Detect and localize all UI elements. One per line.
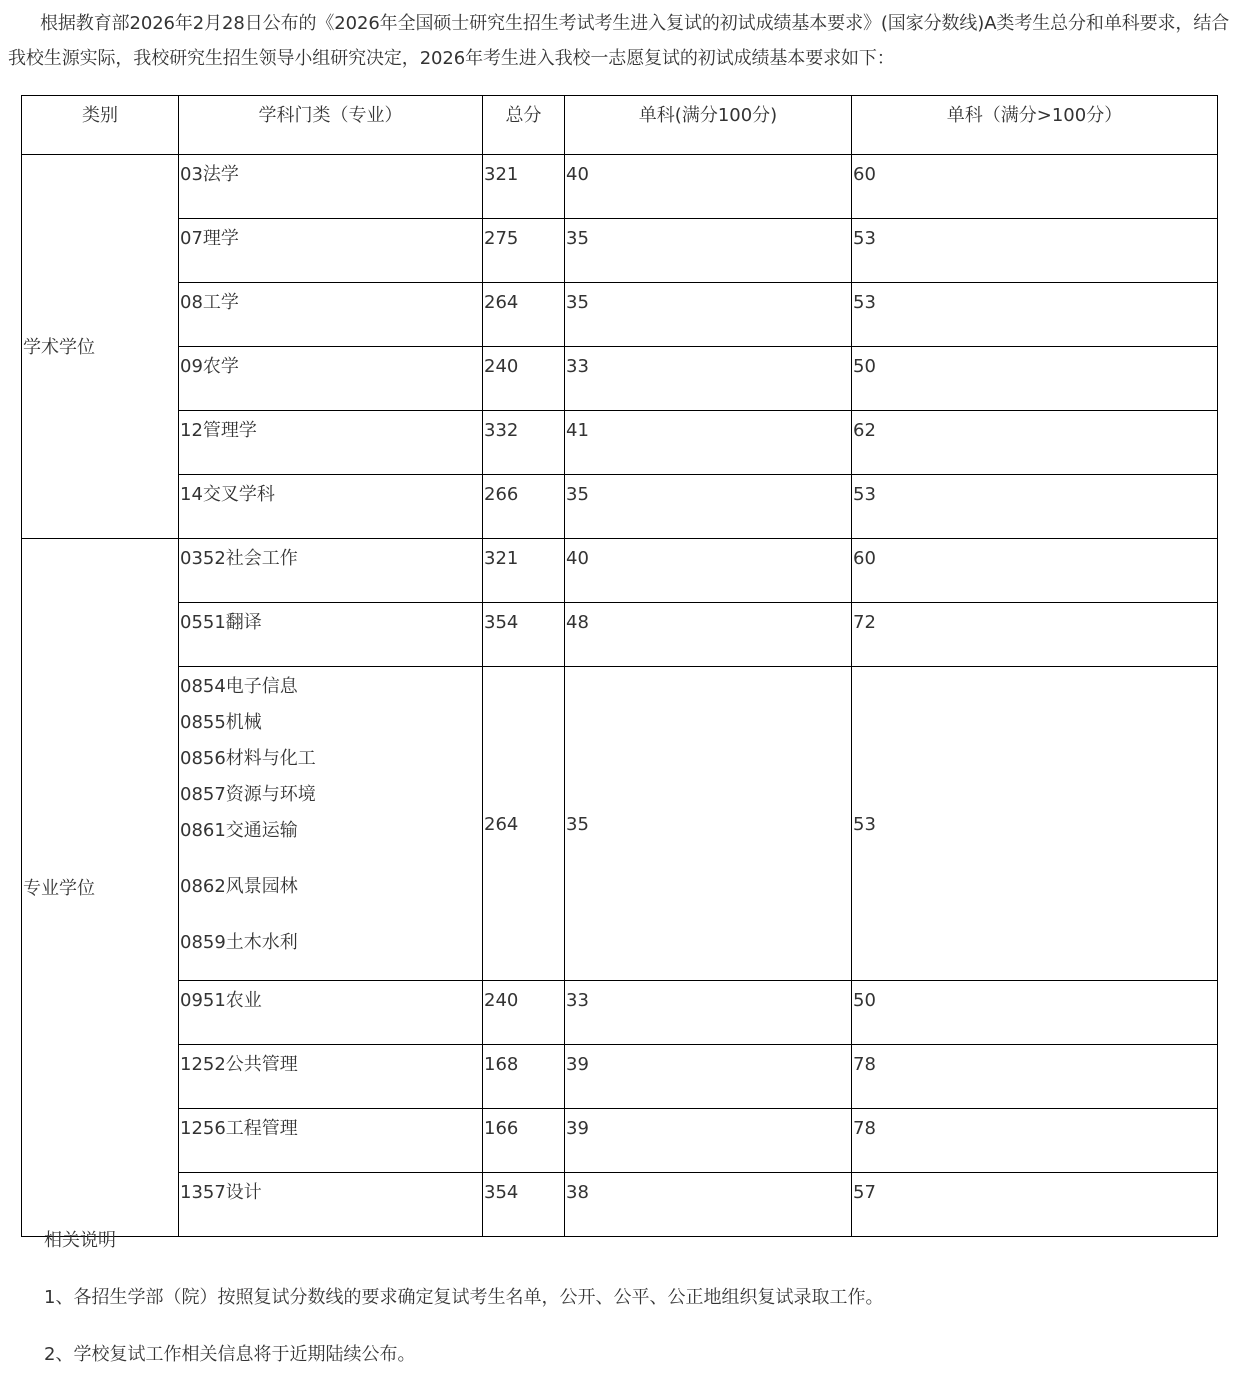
major-line: 0856材料与化工	[180, 748, 316, 769]
major-cell: 0551翻译	[179, 603, 483, 667]
single-over-100-cell: 50	[852, 981, 1218, 1045]
major-cell: 1357设计	[179, 1173, 483, 1237]
single-over-100-cell: 72	[852, 603, 1218, 667]
intro-paragraph: 根据教育部2026年2月28日公布的《2026年全国硕士研究生招生考试考生进入复试的初试成绩基本要求》(国家分数线)A类考生总分和单科要求，结合我校生源实际，我校研究生招生领导小组研究决定，2026年考生进入我校一志愿复试的初试成绩基本要求如下：	[8, 13, 1230, 69]
major-cell: 0951农业	[179, 981, 483, 1045]
single-over-100-cell: 78	[852, 1045, 1218, 1109]
single-100-cell: 33	[565, 981, 852, 1045]
total-cell: 332	[483, 411, 565, 475]
table-row	[22, 411, 1218, 475]
single-100-cell: 38	[565, 1173, 852, 1237]
major-cell: 08工学	[179, 283, 483, 347]
total-cell: 321	[483, 539, 565, 603]
single-100-cell: 39	[565, 1109, 852, 1173]
table-row	[22, 539, 1218, 603]
table-row	[22, 981, 1218, 1045]
table-row	[22, 347, 1218, 411]
single-over-100-cell: 53	[852, 667, 1218, 981]
single-100-cell: 41	[565, 411, 852, 475]
single-100-cell: 39	[565, 1045, 852, 1109]
major-cell: 14交叉学科	[179, 475, 483, 539]
score-requirements-table	[21, 95, 1218, 1237]
single-100-cell: 35	[565, 283, 852, 347]
major-cell: 1256工程管理	[179, 1109, 483, 1173]
note-item: 1、各招生学部（院）按照复试分数线的要求确定复试考生名单，公开、公平、公正地组织复试录取工作。	[44, 1287, 884, 1308]
total-cell: 266	[483, 475, 565, 539]
table-row	[22, 1109, 1218, 1173]
total-cell: 240	[483, 347, 565, 411]
major-cell: 09农学	[179, 347, 483, 411]
table-header-row	[22, 96, 1218, 155]
single-over-100-cell: 62	[852, 411, 1218, 475]
category-cell-academic: 学术学位	[22, 155, 179, 539]
major-cell: 03法学	[179, 155, 483, 219]
total-cell: 166	[483, 1109, 565, 1173]
single-100-cell: 40	[565, 539, 852, 603]
major-cell: 0352社会工作	[179, 539, 483, 603]
single-over-100-cell: 60	[852, 155, 1218, 219]
notes-section	[44, 1226, 883, 1370]
table-row	[22, 475, 1218, 539]
note-item: 2、学校复试工作相关信息将于近期陆续公布。	[44, 1344, 416, 1365]
single-over-100-cell: 53	[852, 475, 1218, 539]
major-cell: 12管理学	[179, 411, 483, 475]
total-cell: 240	[483, 981, 565, 1045]
single-over-100-cell: 50	[852, 347, 1218, 411]
major-cell: 1252公共管理	[179, 1045, 483, 1109]
major-line: 0857资源与环境	[180, 784, 316, 805]
table-row	[22, 603, 1218, 667]
header-single-100: 单科(满分100分)	[565, 96, 852, 155]
major-line: 0862风景园林	[180, 876, 298, 897]
table-row	[22, 1045, 1218, 1109]
table-row	[22, 667, 1218, 981]
major-cell: 07理学	[179, 219, 483, 283]
total-cell: 168	[483, 1045, 565, 1109]
total-cell: 275	[483, 219, 565, 283]
header-major: 学科门类（专业）	[179, 96, 483, 155]
single-100-cell: 35	[565, 667, 852, 981]
header-single-over-100: 单科（满分>100分）	[852, 96, 1218, 155]
total-cell: 354	[483, 603, 565, 667]
total-cell: 354	[483, 1173, 565, 1237]
single-over-100-cell: 78	[852, 1109, 1218, 1173]
header-category: 类别	[22, 96, 179, 155]
total-cell: 264	[483, 283, 565, 347]
notes-title: 相关说明	[44, 1230, 116, 1251]
single-100-cell: 35	[565, 475, 852, 539]
total-cell: 321	[483, 155, 565, 219]
single-100-cell: 35	[565, 219, 852, 283]
total-cell: 264	[483, 667, 565, 981]
major-line: 0854电子信息	[180, 676, 298, 697]
header-total: 总分	[483, 96, 565, 155]
major-cell-multi	[179, 667, 483, 981]
major-line: 0861交通运输	[180, 820, 298, 841]
major-line: 0855机械	[180, 712, 262, 733]
single-over-100-cell: 53	[852, 283, 1218, 347]
single-over-100-cell: 57	[852, 1173, 1218, 1237]
single-100-cell: 40	[565, 155, 852, 219]
single-over-100-cell: 53	[852, 219, 1218, 283]
table-row	[22, 155, 1218, 219]
category-cell-professional: 专业学位	[22, 539, 179, 1237]
table-row	[22, 219, 1218, 283]
single-100-cell: 48	[565, 603, 852, 667]
single-over-100-cell: 60	[852, 539, 1218, 603]
single-100-cell: 33	[565, 347, 852, 411]
major-line: 0859土木水利	[180, 932, 298, 953]
table-row	[22, 283, 1218, 347]
